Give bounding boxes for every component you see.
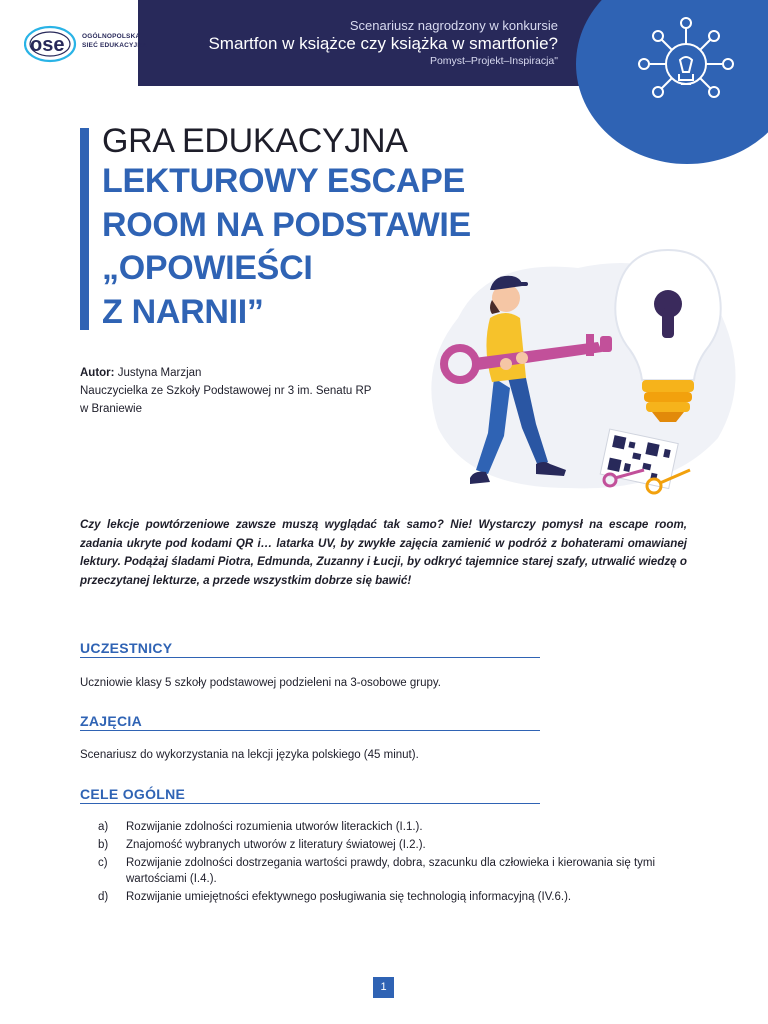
author-affiliation: Nauczycielka ze Szkoły Podstawowej nr 3 im. Senatu RP bbox=[80, 385, 372, 397]
list-item-letter: a) bbox=[98, 821, 109, 833]
lightbulb-network-icon bbox=[630, 14, 742, 104]
author-affiliation-city: w Braniewie bbox=[80, 403, 142, 415]
logo-tagline-line1: OGÓLNOPOLSKA bbox=[82, 33, 141, 40]
list-item bbox=[98, 820, 698, 836]
header-text bbox=[208, 18, 558, 68]
list-item-letter: b) bbox=[98, 839, 109, 851]
page-number: 1 bbox=[373, 977, 394, 998]
list-item-text: Rozwijanie zdolności rozumienia utworów literackich (I.1.). bbox=[126, 821, 423, 833]
header-contest-label: Scenariusz nagrodzony w konkursie bbox=[349, 18, 558, 33]
title-line-4: Z NARNII” bbox=[102, 292, 264, 331]
title-category: GRA EDUKACYJNA bbox=[102, 122, 408, 160]
title-line-1: LEKTUROWY ESCAPE bbox=[102, 162, 465, 200]
list-item-letter: c) bbox=[98, 857, 108, 869]
svg-text:ose: ose bbox=[30, 34, 65, 56]
list-item-text: Rozwijanie zdolności dostrzegania wartości prawdy, dobra, szacunku dla człowieka i kierowania się tymi wartościami (I.4.). bbox=[126, 857, 656, 885]
list-item-text: Znajomość wybranych utworów z literatury światowej (I.2.). bbox=[126, 839, 426, 851]
title-line-2: ROOM NA PODSTAWIE bbox=[102, 205, 471, 244]
header-contest-subtitle: Pomyst–Projekt–Inspiracja" bbox=[429, 55, 558, 67]
title-accent-bar bbox=[80, 128, 89, 330]
author-label: Autor: bbox=[80, 367, 115, 379]
escape-room-illustration bbox=[418, 238, 748, 500]
section-heading-participants: UCZESTNICY bbox=[80, 640, 540, 658]
title-line-3: „OPOWIEŚCI bbox=[102, 249, 313, 287]
goals-list bbox=[98, 820, 698, 908]
list-item-letter: d) bbox=[98, 890, 109, 903]
list-item bbox=[98, 838, 698, 854]
intro-paragraph: Czy lekcje powtórzeniowe zawsze muszą wyglądać tak samo? Nie! Wystarczy pomysł na escape room, zadania ukryte pod kodami QR i… latarka UV, by zwykłe zajęcia zamienić w podróż z bohaterami omawianej lektury. Podążaj śladami Piotra, Edmunda, Zuzanny i Łucji, by odkryć tajemnice starej szafy, utrwalić wiedzę o przeczytanej lekturze, a przede wszystkim dobrze się bawić! bbox=[80, 518, 687, 587]
list-item bbox=[98, 856, 698, 887]
logo-tagline bbox=[82, 33, 147, 50]
participants-text: Uczniowie klasy 5 szkoły podstawowej podzieleni na 3-osobowe grupy. bbox=[80, 677, 441, 689]
list-item bbox=[98, 890, 698, 906]
logo-tagline-line2: SIEĆ EDUKACYJNA bbox=[82, 41, 148, 49]
section-heading-goals: CELE OGÓLNE bbox=[80, 786, 540, 804]
section-heading-classes: ZAJĘCIA bbox=[80, 713, 540, 731]
author-info bbox=[80, 364, 371, 418]
list-item-text: Rozwijanie umiejętności efektywnego posługiwania się technologią informacyjną (IV.6.). bbox=[126, 890, 572, 903]
header-contest-title: Smartfon w książce czy książka w smartfonie? bbox=[208, 34, 558, 53]
classes-text: Scenariusz do wykorzystania na lekcji języka polskiego (45 minut). bbox=[80, 749, 419, 761]
author-name: Justyna Marzjan bbox=[117, 367, 202, 379]
